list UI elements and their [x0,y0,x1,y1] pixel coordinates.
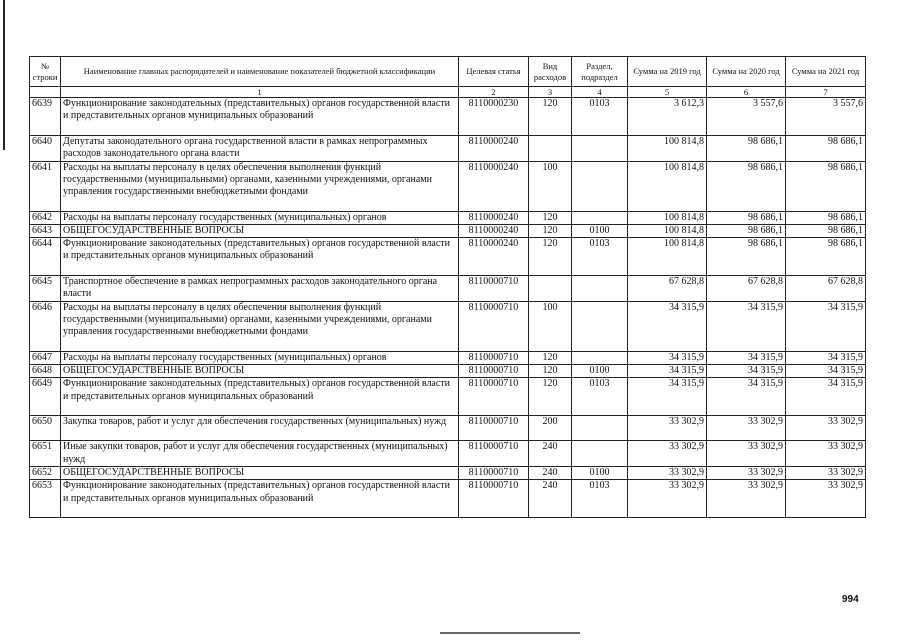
table-row [30,136,866,162]
expense-type: 120 [529,238,572,276]
col-header-2019: Сумма на 2019 год [628,57,707,87]
target-article: 8110000710 [459,441,529,467]
expense-type: 240 [529,466,572,479]
amount-2020: 33 302,9 [707,441,786,467]
amount-2020: 34 315,9 [707,365,786,378]
row-name: Закупка товаров, работ и услуг для обеспечения государственных (муниципальных) нужд [61,416,459,441]
table-row [30,301,866,351]
expense-type: 120 [529,351,572,364]
target-article: 8110000240 [459,161,529,211]
row-number: 6647 [30,351,61,364]
expense-type: 120 [529,98,572,136]
col-header-2020: Сумма на 2020 год [707,57,786,87]
amount-2019: 33 302,9 [628,480,707,518]
index-cell: 6 [707,87,786,98]
row-number: 6646 [30,301,61,351]
amount-2019: 34 315,9 [628,378,707,416]
amount-2021: 34 315,9 [786,365,866,378]
row-number: 6643 [30,224,61,237]
col-header-expense-type: Вид расходов [529,57,572,87]
expense-type [529,276,572,302]
row-name: Функционирование законодательных (представительных) органов государственной власти и представительных органов муниципальных образований [61,98,459,136]
table-row [30,161,866,211]
target-article: 8110000240 [459,224,529,237]
amount-2019: 34 315,9 [628,301,707,351]
target-article: 8110000710 [459,301,529,351]
section-code [572,276,628,302]
amount-2021: 3 557,6 [786,98,866,136]
amount-2021: 33 302,9 [786,416,866,441]
amount-2021: 33 302,9 [786,441,866,467]
amount-2021: 67 628,8 [786,276,866,302]
amount-2020: 33 302,9 [707,416,786,441]
amount-2019: 100 814,8 [628,224,707,237]
amount-2021: 98 686,1 [786,211,866,224]
row-number: 6653 [30,480,61,518]
expense-type: 100 [529,301,572,351]
amount-2019: 34 315,9 [628,365,707,378]
amount-2020: 33 302,9 [707,480,786,518]
amount-2021: 33 302,9 [786,466,866,479]
row-name: Расходы на выплаты персоналу государственных (муниципальных) органов [61,351,459,364]
budget-table [29,56,866,518]
amount-2020: 67 628,8 [707,276,786,302]
row-name: ОБЩЕГОСУДАРСТВЕННЫЕ ВОПРОСЫ [61,466,459,479]
row-number: 6651 [30,441,61,467]
amount-2021: 34 315,9 [786,301,866,351]
amount-2020: 3 557,6 [707,98,786,136]
amount-2020: 34 315,9 [707,351,786,364]
section-code: 0103 [572,480,628,518]
table-row [30,480,866,518]
table-row [30,441,866,467]
section-code: 0100 [572,224,628,237]
expense-type: 240 [529,441,572,467]
amount-2021: 33 302,9 [786,480,866,518]
table-row [30,224,866,237]
index-cell: 4 [572,87,628,98]
amount-2019: 33 302,9 [628,441,707,467]
row-number: 6642 [30,211,61,224]
amount-2020: 98 686,1 [707,238,786,276]
index-cell: 1 [61,87,459,98]
amount-2021: 98 686,1 [786,136,866,162]
expense-type: 240 [529,480,572,518]
row-number: 6648 [30,365,61,378]
section-code [572,211,628,224]
amount-2019: 3 612,3 [628,98,707,136]
target-article: 8110000240 [459,136,529,162]
row-name: Расходы на выплаты персоналу государственных (муниципальных) органов [61,211,459,224]
amount-2019: 34 315,9 [628,351,707,364]
expense-type: 120 [529,378,572,416]
index-row [30,87,866,98]
header-row [30,57,866,87]
section-code: 0103 [572,98,628,136]
table-row [30,365,866,378]
target-article: 8110000240 [459,238,529,276]
section-code [572,161,628,211]
amount-2021: 98 686,1 [786,238,866,276]
target-article: 8110000710 [459,351,529,364]
amount-2021: 98 686,1 [786,224,866,237]
section-code [572,416,628,441]
row-number: 6641 [30,161,61,211]
table-row [30,238,866,276]
amount-2019: 33 302,9 [628,466,707,479]
amount-2020: 98 686,1 [707,161,786,211]
target-article: 8110000710 [459,378,529,416]
page-number: 994 [842,594,859,605]
index-cell: 7 [786,87,866,98]
amount-2020: 34 315,9 [707,301,786,351]
section-code: 0103 [572,238,628,276]
expense-type: 120 [529,211,572,224]
index-cell [30,87,61,98]
target-article: 8110000710 [459,416,529,441]
amount-2020: 33 302,9 [707,466,786,479]
row-number: 6644 [30,238,61,276]
col-header-section: Раздел, подраздел [572,57,628,87]
target-article: 8110000710 [459,480,529,518]
amount-2019: 100 814,8 [628,136,707,162]
table-row [30,351,866,364]
scan-artifact-line [440,632,580,634]
amount-2021: 98 686,1 [786,161,866,211]
index-cell: 5 [628,87,707,98]
index-cell: 2 [459,87,529,98]
amount-2019: 33 302,9 [628,416,707,441]
margin-line [3,0,5,150]
expense-type [529,136,572,162]
row-number: 6639 [30,98,61,136]
amount-2020: 98 686,1 [707,224,786,237]
row-name: Иные закупки товаров, работ и услуг для обеспечения государственных (муниципальных) нужд [61,441,459,467]
expense-type: 100 [529,161,572,211]
row-name: Расходы на выплаты персоналу в целях обеспечения выполнения функций государственными (муниципальными) органами, казенными учреждениями, органами управления государственными внебюджетными фондами [61,161,459,211]
expense-type: 120 [529,224,572,237]
row-name: Депутаты законодательного органа государственной власти в рамках непрограммных расходов законодательного органа власти [61,136,459,162]
target-article: 8110000710 [459,276,529,302]
row-name: Транспортное обеспечение в рамках непрограммных расходов законодательного органа власти [61,276,459,302]
section-code: 0100 [572,466,628,479]
col-header-name: Наименование главных распорядителей и наименование показателей бюджетной классификации [61,57,459,87]
col-header-number: № строки [30,57,61,87]
section-code [572,301,628,351]
table-row [30,416,866,441]
table-row [30,276,866,302]
table-row [30,466,866,479]
amount-2020: 98 686,1 [707,136,786,162]
target-article: 8110000710 [459,466,529,479]
section-code [572,136,628,162]
row-name: ОБЩЕГОСУДАРСТВЕННЫЕ ВОПРОСЫ [61,224,459,237]
row-name: ОБЩЕГОСУДАРСТВЕННЫЕ ВОПРОСЫ [61,365,459,378]
amount-2019: 67 628,8 [628,276,707,302]
target-article: 8110000230 [459,98,529,136]
row-number: 6649 [30,378,61,416]
row-name: Расходы на выплаты персоналу в целях обеспечения выполнения функций государственными (муниципальными) органами, казенными учреждениями, органами управления государственными внебюджетными фондами [61,301,459,351]
amount-2019: 100 814,8 [628,161,707,211]
expense-type: 120 [529,365,572,378]
amount-2020: 34 315,9 [707,378,786,416]
row-number: 6645 [30,276,61,302]
amount-2019: 100 814,8 [628,238,707,276]
section-code [572,441,628,467]
index-cell: 3 [529,87,572,98]
target-article: 8110000240 [459,211,529,224]
amount-2021: 34 315,9 [786,378,866,416]
table-row [30,378,866,416]
col-header-target: Целевая статья [459,57,529,87]
row-number: 6650 [30,416,61,441]
table-row [30,98,866,136]
section-code: 0103 [572,378,628,416]
amount-2021: 34 315,9 [786,351,866,364]
amount-2020: 98 686,1 [707,211,786,224]
col-header-2021: Сумма на 2021 год [786,57,866,87]
row-name: Функционирование законодательных (представительных) органов государственной власти и представительных органов муниципальных образований [61,480,459,518]
row-number: 6640 [30,136,61,162]
table-row [30,211,866,224]
row-number: 6652 [30,466,61,479]
row-name: Функционирование законодательных (представительных) органов государственной власти и представительных органов муниципальных образований [61,378,459,416]
target-article: 8110000710 [459,365,529,378]
section-code: 0100 [572,365,628,378]
section-code [572,351,628,364]
expense-type: 200 [529,416,572,441]
amount-2019: 100 814,8 [628,211,707,224]
row-name: Функционирование законодательных (представительных) органов государственной власти и представительных органов муниципальных образований [61,238,459,276]
